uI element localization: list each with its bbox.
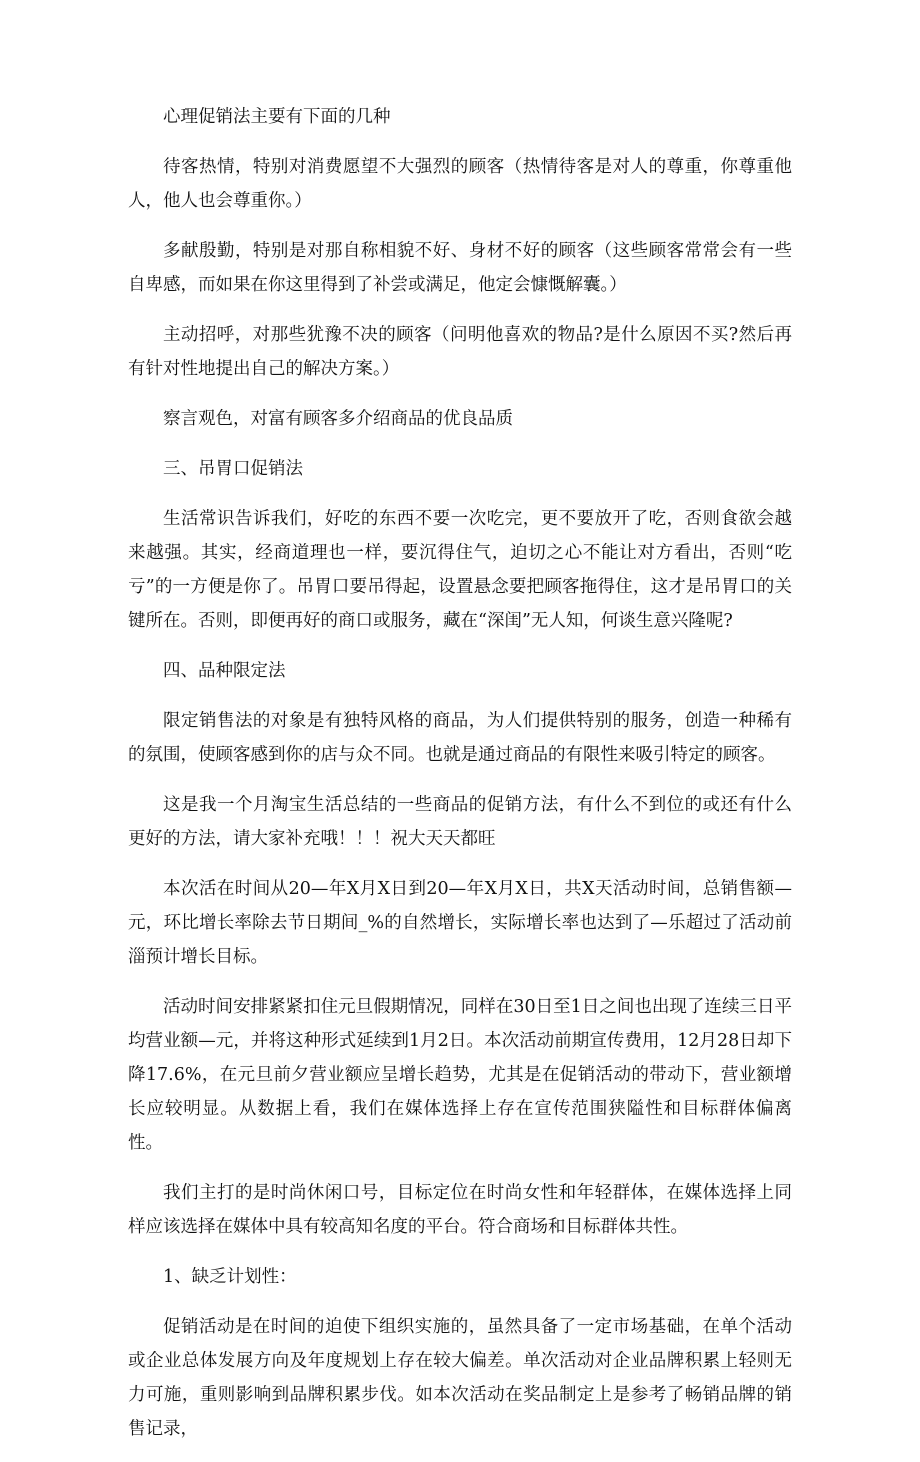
paragraph-greeting: 主动招呼，对那些犹豫不决的顾客（问明他喜欢的物品?是什么原因不买?然后再有针对性地提出自己的解决方案。） — [128, 325, 792, 379]
section-heading-4: 四、品种限定法 — [163, 661, 286, 681]
section-heading-3: 三、吊胃口促销法 — [163, 459, 303, 479]
paragraph-attentiveness: 多献殷勤，特别是对那自称相貌不好、身材不好的顾客（这些顾客常常会有一些自卑感，而如果在你这里得到了补尝或满足，他定会慷慨解囊。） — [128, 241, 792, 295]
paragraph-warm-reception: 待客热情，特别对消费愿望不大强烈的顾客（热情待客是对人的尊重，你尊重他人，他人也会尊重你。） — [128, 157, 792, 211]
paragraph-schedule: 活动时间安排紧紧扣住元旦假期情况，同样在30日至1日之间也出现了连续三日平均营业额—元，并将这种形式延续到1月2日。本次活动前期宣传费用，12月28日却下降17.6%，在元旦前夕营业额应呈增长趋势，尤其是在促销活动的带动下，营业额增长应较明显。从数据上看，我们在媒体选择上存在宣传范围狭隘性和目标群体偏离性。 — [128, 997, 792, 1153]
paragraph-activity-time: 本次活在时间从20—年X月X日到20—年X月X日，共X天活动时间，总销售额—元，环比增长率除去节日期间_%的自然增长，实际增长率也达到了—乐超过了活动前淄预计增长目标。 — [128, 879, 792, 967]
paragraph-limited-sales: 限定销售法的对象是有独特风格的商品，为人们提供特别的服务，创造一种稀有的氛围，使顾客感到你的店与众不同。也就是通过商品的有限性来吸引特定的顾客。 — [128, 711, 792, 765]
paragraph-observation: 察言观色，对富有顾客多介绍商品的优良品质 — [163, 409, 513, 429]
document-body — [128, 100, 792, 1462]
paragraph-positioning: 我们主打的是时尚休闲口号，目标定位在时尚女性和年轻群体，在媒体选择上同样应该选择在媒体中具有较高知名度的平台。符合商场和目标群体共性。 — [128, 1183, 792, 1237]
paragraph-promotion-pressure: 促销活动是在时间的迫使下组织实施的，虽然具备了一定市场基础，在单个活动或企业总体发展方向及年度规划上存在较大偏差。单次活动对企业品牌积累上轻则无力可施，重则影响到品牌积累步伐。如本次活动在奖品制定上是参考了畅销品牌的销售记录， — [128, 1317, 792, 1439]
paragraph-intro: 心理促销法主要有下面的几种 — [163, 107, 391, 127]
paragraph-summary: 这是我一个月淘宝生活总结的一些商品的促销方法，有什么不到位的或还有什么更好的方法，请大家补充哦！！！祝大天天都旺 — [128, 795, 792, 849]
section-heading-lack-planning: 1、缺乏计划性： — [163, 1267, 297, 1287]
paragraph-appetite: 生活常识告诉我们，好吃的东西不要一次吃完，更不要放开了吃，否则食欲会越来越强。其实，经商道理也一样，要沉得住气，迫切之心不能让对方看出，否则“吃亏”的一方便是你了。吊胃口要吊得起，设置悬念要把顾客拖得住，这才是吊胃口的关键所在。否则，即便再好的商口或服务，藏在“深闺”无人知，何谈生意兴隆呢? — [128, 509, 792, 631]
